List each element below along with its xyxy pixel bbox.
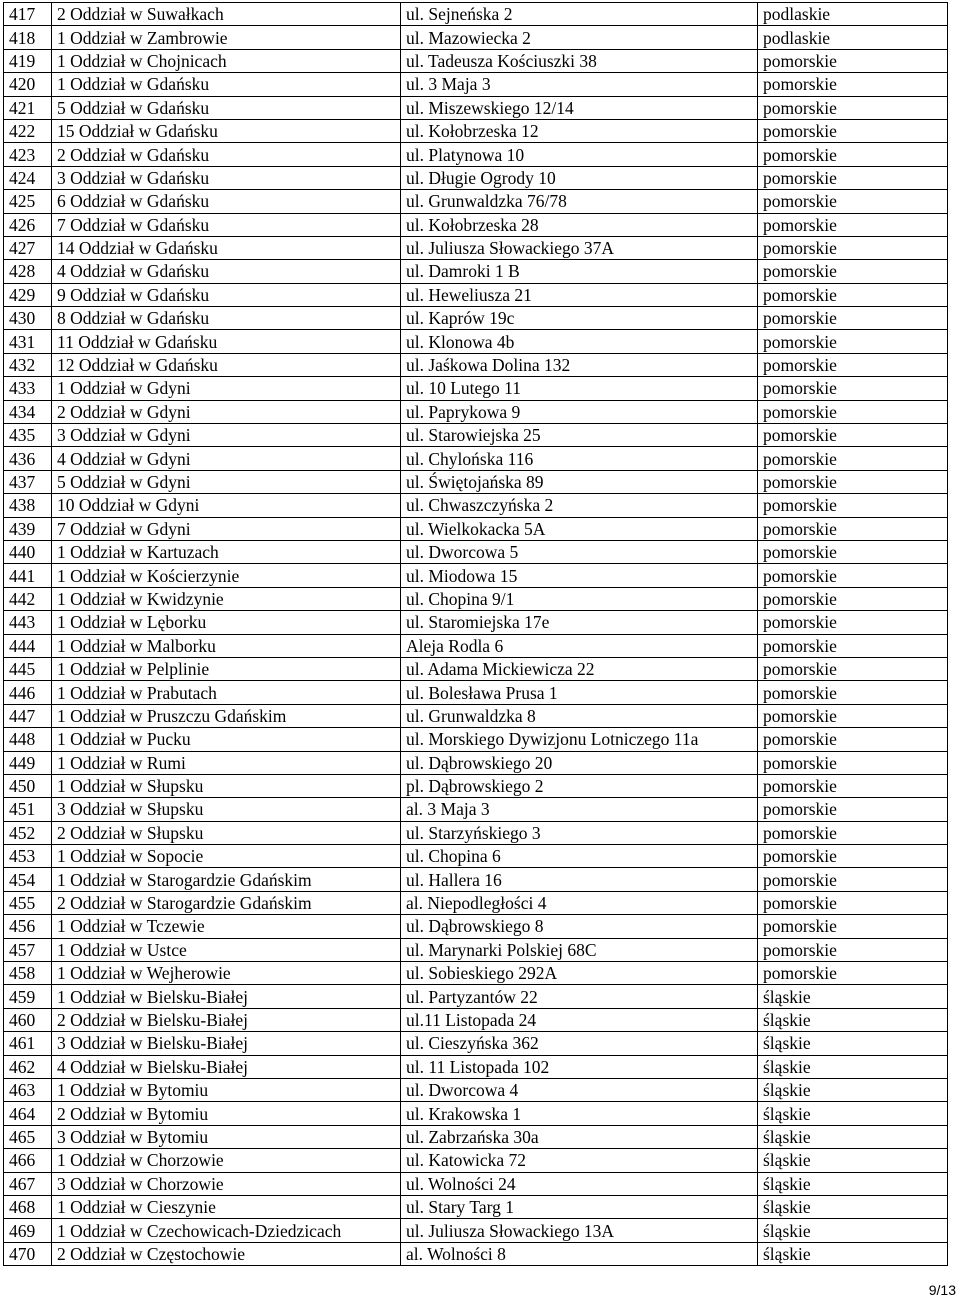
branch-name-cell: 2 Oddział w Bytomiu (52, 1102, 401, 1125)
branch-region-cell: pomorskie (758, 49, 948, 72)
table-row (4, 49, 948, 72)
table-row (4, 564, 948, 587)
row-number-cell: 436 (4, 447, 52, 470)
table-row (4, 1242, 948, 1265)
row-number-cell: 466 (4, 1149, 52, 1172)
branch-address-cell: ul. Grunwaldzka 8 (401, 704, 758, 727)
branch-region-cell: śląskie (758, 1055, 948, 1078)
table-row (4, 190, 948, 213)
branch-address-cell: ul. Jaśkowa Dolina 132 (401, 353, 758, 376)
branch-address-cell: ul. Krakowska 1 (401, 1102, 758, 1125)
branch-address-cell: ul. Wolności 24 (401, 1172, 758, 1195)
branch-name-cell: 4 Oddział w Bielsku-Białej (52, 1055, 401, 1078)
row-number-cell: 457 (4, 938, 52, 961)
row-number-cell: 463 (4, 1078, 52, 1101)
branch-address-cell: ul. Paprykowa 9 (401, 400, 758, 423)
branch-name-cell: 14 Oddział w Gdańsku (52, 236, 401, 259)
row-number-cell: 440 (4, 540, 52, 563)
table-body (4, 3, 948, 1266)
branch-address-cell: ul. Staromiejska 17e (401, 611, 758, 634)
branch-address-cell: ul. Kołobrzeska 28 (401, 213, 758, 236)
row-number-cell: 421 (4, 96, 52, 119)
row-number-cell: 462 (4, 1055, 52, 1078)
branch-name-cell: 3 Oddział w Bielsku-Białej (52, 1032, 401, 1055)
row-number-cell: 426 (4, 213, 52, 236)
branch-region-cell: śląskie (758, 1195, 948, 1218)
table-row (4, 540, 948, 563)
branch-name-cell: 1 Oddział w Kościerzynie (52, 564, 401, 587)
branch-name-cell: 2 Oddział w Gdyni (52, 400, 401, 423)
table-row (4, 26, 948, 49)
branch-name-cell: 3 Oddział w Bytomiu (52, 1125, 401, 1148)
row-number-cell: 469 (4, 1219, 52, 1242)
branch-name-cell: 8 Oddział w Gdańsku (52, 307, 401, 330)
branch-region-cell: śląskie (758, 1242, 948, 1265)
branch-name-cell: 7 Oddział w Gdyni (52, 517, 401, 540)
row-number-cell: 458 (4, 962, 52, 985)
table-row (4, 400, 948, 423)
branch-address-cell: ul. Adama Mickiewicza 22 (401, 657, 758, 680)
table-row (4, 1032, 948, 1055)
branch-address-cell: ul. Stary Targ 1 (401, 1195, 758, 1218)
row-number-cell: 418 (4, 26, 52, 49)
branch-region-cell: pomorskie (758, 190, 948, 213)
row-number-cell: 433 (4, 377, 52, 400)
branch-region-cell: pomorskie (758, 845, 948, 868)
branch-address-cell: ul. Wielkokacka 5A (401, 517, 758, 540)
branch-name-cell: 1 Oddział w Bielsku-Białej (52, 985, 401, 1008)
branch-region-cell: pomorskie (758, 798, 948, 821)
branch-table (3, 2, 948, 1266)
row-number-cell: 459 (4, 985, 52, 1008)
branch-name-cell: 2 Oddział w Starogardzie Gdańskim (52, 891, 401, 914)
row-number-cell: 450 (4, 774, 52, 797)
row-number-cell: 447 (4, 704, 52, 727)
branch-region-cell: pomorskie (758, 681, 948, 704)
row-number-cell: 455 (4, 891, 52, 914)
branch-region-cell: pomorskie (758, 283, 948, 306)
branch-name-cell: 5 Oddział w Gdyni (52, 470, 401, 493)
table-row (4, 611, 948, 634)
branch-address-cell: ul. Juliusza Słowackiego 37A (401, 236, 758, 259)
branch-address-cell: ul. Katowicka 72 (401, 1149, 758, 1172)
row-number-cell: 425 (4, 190, 52, 213)
branch-region-cell: śląskie (758, 1172, 948, 1195)
branch-name-cell: 1 Oddział w Wejherowie (52, 962, 401, 985)
branch-name-cell: 1 Oddział w Gdyni (52, 377, 401, 400)
table-row (4, 985, 948, 1008)
table-row (4, 377, 948, 400)
branch-name-cell: 1 Oddział w Słupsku (52, 774, 401, 797)
branch-address-cell: ul.11 Listopada 24 (401, 1008, 758, 1031)
branch-address-cell: ul. Kaprów 19c (401, 307, 758, 330)
branch-name-cell: 1 Oddział w Cieszynie (52, 1195, 401, 1218)
branch-region-cell: pomorskie (758, 821, 948, 844)
branch-region-cell: pomorskie (758, 915, 948, 938)
branch-region-cell: pomorskie (758, 143, 948, 166)
row-number-cell: 460 (4, 1008, 52, 1031)
branch-region-cell: pomorskie (758, 657, 948, 680)
branch-name-cell: 1 Oddział w Prabutach (52, 681, 401, 704)
row-number-cell: 445 (4, 657, 52, 680)
branch-address-cell: ul. Hallera 16 (401, 868, 758, 891)
branch-name-cell: 1 Oddział w Chorzowie (52, 1149, 401, 1172)
row-number-cell: 456 (4, 915, 52, 938)
row-number-cell: 429 (4, 283, 52, 306)
branch-address-cell: ul. 10 Lutego 11 (401, 377, 758, 400)
branch-region-cell: pomorskie (758, 447, 948, 470)
branch-name-cell: 2 Oddział w Suwałkach (52, 3, 401, 26)
branch-name-cell: 1 Oddział w Lęborku (52, 611, 401, 634)
branch-address-cell: al. Wolności 8 (401, 1242, 758, 1265)
row-number-cell: 438 (4, 494, 52, 517)
table-row (4, 798, 948, 821)
row-number-cell: 467 (4, 1172, 52, 1195)
row-number-cell: 441 (4, 564, 52, 587)
branch-name-cell: 1 Oddział w Pruszczu Gdańskim (52, 704, 401, 727)
branch-address-cell: ul. Sobieskiego 292A (401, 962, 758, 985)
table-row (4, 1125, 948, 1148)
branch-region-cell: pomorskie (758, 119, 948, 142)
row-number-cell: 465 (4, 1125, 52, 1148)
branch-name-cell: 11 Oddział w Gdańsku (52, 330, 401, 353)
table-row (4, 96, 948, 119)
row-number-cell: 470 (4, 1242, 52, 1265)
branch-address-cell: ul. Chylońska 116 (401, 447, 758, 470)
branch-region-cell: pomorskie (758, 470, 948, 493)
row-number-cell: 427 (4, 236, 52, 259)
branch-address-cell: ul. Długie Ogrody 10 (401, 166, 758, 189)
branch-address-cell: ul. Grunwaldzka 76/78 (401, 190, 758, 213)
branch-address-cell: al. Niepodległości 4 (401, 891, 758, 914)
branch-region-cell: pomorskie (758, 517, 948, 540)
table-row (4, 751, 948, 774)
table-row (4, 424, 948, 447)
branch-address-cell: ul. Chopina 6 (401, 845, 758, 868)
branch-region-cell: pomorskie (758, 611, 948, 634)
branch-name-cell: 1 Oddział w Kartuzach (52, 540, 401, 563)
table-row (4, 73, 948, 96)
branch-name-cell: 15 Oddział w Gdańsku (52, 119, 401, 142)
branch-address-cell: ul. Dworcowa 5 (401, 540, 758, 563)
row-number-cell: 454 (4, 868, 52, 891)
branch-name-cell: 1 Oddział w Sopocie (52, 845, 401, 868)
table-row (4, 845, 948, 868)
branch-region-cell: podlaskie (758, 3, 948, 26)
row-number-cell: 442 (4, 587, 52, 610)
branch-name-cell: 4 Oddział w Gdyni (52, 447, 401, 470)
branch-address-cell: ul. Platynowa 10 (401, 143, 758, 166)
branch-address-cell: ul. Cieszyńska 362 (401, 1032, 758, 1055)
branch-address-cell: ul. Chopina 9/1 (401, 587, 758, 610)
branch-region-cell: śląskie (758, 985, 948, 1008)
branch-address-cell: ul. Partyzantów 22 (401, 985, 758, 1008)
branch-region-cell: pomorskie (758, 938, 948, 961)
table-row (4, 891, 948, 914)
branch-address-cell: ul. Dąbrowskiego 20 (401, 751, 758, 774)
branch-address-cell: ul. Starowiejska 25 (401, 424, 758, 447)
table-row (4, 353, 948, 376)
row-number-cell: 449 (4, 751, 52, 774)
row-number-cell: 435 (4, 424, 52, 447)
table-row (4, 938, 948, 961)
row-number-cell: 461 (4, 1032, 52, 1055)
branch-region-cell: pomorskie (758, 540, 948, 563)
table-row (4, 1078, 948, 1101)
table-row (4, 517, 948, 540)
table-row (4, 868, 948, 891)
table-row (4, 119, 948, 142)
row-number-cell: 432 (4, 353, 52, 376)
branch-address-cell: ul. Klonowa 4b (401, 330, 758, 353)
table-row (4, 447, 948, 470)
branch-region-cell: pomorskie (758, 728, 948, 751)
branch-address-cell: ul. Zabrzańska 30a (401, 1125, 758, 1148)
row-number-cell: 437 (4, 470, 52, 493)
branch-name-cell: 5 Oddział w Gdańsku (52, 96, 401, 119)
branch-address-cell: ul. Sejneńska 2 (401, 3, 758, 26)
branch-region-cell: pomorskie (758, 307, 948, 330)
table-row (4, 681, 948, 704)
table-row (4, 728, 948, 751)
branch-region-cell: pomorskie (758, 868, 948, 891)
branch-name-cell: 2 Oddział w Słupsku (52, 821, 401, 844)
branch-region-cell: pomorskie (758, 73, 948, 96)
row-number-cell: 464 (4, 1102, 52, 1125)
branch-address-cell: ul. Marynarki Polskiej 68C (401, 938, 758, 961)
table-row (4, 1055, 948, 1078)
branch-address-cell: ul. Świętojańska 89 (401, 470, 758, 493)
row-number-cell: 443 (4, 611, 52, 634)
row-number-cell: 453 (4, 845, 52, 868)
table-row (4, 704, 948, 727)
branch-address-cell: Aleja Rodla 6 (401, 634, 758, 657)
branch-address-cell: ul. Juliusza Słowackiego 13A (401, 1219, 758, 1242)
branch-name-cell: 2 Oddział w Częstochowie (52, 1242, 401, 1265)
table-row (4, 915, 948, 938)
table-row (4, 1102, 948, 1125)
table-row (4, 1172, 948, 1195)
branch-name-cell: 10 Oddział w Gdyni (52, 494, 401, 517)
branch-address-cell: ul. Dąbrowskiego 8 (401, 915, 758, 938)
branch-name-cell: 1 Oddział w Pucku (52, 728, 401, 751)
branch-name-cell: 2 Oddział w Gdańsku (52, 143, 401, 166)
row-number-cell: 468 (4, 1195, 52, 1218)
table-row (4, 1149, 948, 1172)
branch-name-cell: 1 Oddział w Tczewie (52, 915, 401, 938)
branch-region-cell: śląskie (758, 1125, 948, 1148)
table-row (4, 962, 948, 985)
branch-name-cell: 1 Oddział w Gdańsku (52, 73, 401, 96)
table-row (4, 821, 948, 844)
branch-region-cell: pomorskie (758, 96, 948, 119)
row-number-cell: 446 (4, 681, 52, 704)
branch-name-cell: 2 Oddział w Bielsku-Białej (52, 1008, 401, 1031)
branch-region-cell: śląskie (758, 1008, 948, 1031)
branch-region-cell: pomorskie (758, 353, 948, 376)
branch-region-cell: pomorskie (758, 751, 948, 774)
branch-region-cell: pomorskie (758, 962, 948, 985)
branch-name-cell: 1 Oddział w Bytomiu (52, 1078, 401, 1101)
branch-name-cell: 1 Oddział w Zambrowie (52, 26, 401, 49)
branch-address-cell: ul. Mazowiecka 2 (401, 26, 758, 49)
row-number-cell: 430 (4, 307, 52, 330)
branch-region-cell: śląskie (758, 1219, 948, 1242)
table-row (4, 307, 948, 330)
row-number-cell: 420 (4, 73, 52, 96)
table-row (4, 330, 948, 353)
row-number-cell: 417 (4, 3, 52, 26)
branch-name-cell: 6 Oddział w Gdańsku (52, 190, 401, 213)
table-row (4, 283, 948, 306)
branch-name-cell: 1 Oddział w Starogardzie Gdańskim (52, 868, 401, 891)
branch-region-cell: pomorskie (758, 236, 948, 259)
branch-address-cell: ul. Tadeusza Kościuszki 38 (401, 49, 758, 72)
row-number-cell: 444 (4, 634, 52, 657)
branch-name-cell: 3 Oddział w Chorzowie (52, 1172, 401, 1195)
table-row (4, 1008, 948, 1031)
page-number: 9/13 (928, 1282, 956, 1298)
table-row (4, 470, 948, 493)
branch-region-cell: pomorskie (758, 213, 948, 236)
branch-region-cell: pomorskie (758, 891, 948, 914)
branch-address-cell: ul. Heweliusza 21 (401, 283, 758, 306)
table-row (4, 1195, 948, 1218)
branch-name-cell: 1 Oddział w Pelplinie (52, 657, 401, 680)
branch-name-cell: 3 Oddział w Gdyni (52, 424, 401, 447)
table-row (4, 494, 948, 517)
table-row (4, 587, 948, 610)
table-row (4, 1219, 948, 1242)
branch-name-cell: 1 Oddział w Ustce (52, 938, 401, 961)
branch-region-cell: pomorskie (758, 634, 948, 657)
branch-name-cell: 1 Oddział w Chojnicach (52, 49, 401, 72)
branch-region-cell: pomorskie (758, 166, 948, 189)
branch-region-cell: pomorskie (758, 494, 948, 517)
branch-region-cell: podlaskie (758, 26, 948, 49)
table-row (4, 3, 948, 26)
branch-region-cell: pomorskie (758, 774, 948, 797)
branch-address-cell: ul. Dworcowa 4 (401, 1078, 758, 1101)
branch-region-cell: pomorskie (758, 377, 948, 400)
row-number-cell: 424 (4, 166, 52, 189)
row-number-cell: 422 (4, 119, 52, 142)
table-row (4, 213, 948, 236)
branch-address-cell: ul. Chwaszczyńska 2 (401, 494, 758, 517)
table-row (4, 143, 948, 166)
branch-address-cell: al. 3 Maja 3 (401, 798, 758, 821)
branch-region-cell: pomorskie (758, 260, 948, 283)
branch-address-cell: pl. Dąbrowskiego 2 (401, 774, 758, 797)
table-row (4, 657, 948, 680)
row-number-cell: 448 (4, 728, 52, 751)
row-number-cell: 428 (4, 260, 52, 283)
table-row (4, 166, 948, 189)
branch-name-cell: 3 Oddział w Gdańsku (52, 166, 401, 189)
branch-name-cell: 1 Oddział w Czechowicach-Dziedzicach (52, 1219, 401, 1242)
branch-region-cell: śląskie (758, 1102, 948, 1125)
table-row (4, 236, 948, 259)
row-number-cell: 452 (4, 821, 52, 844)
branch-name-cell: 1 Oddział w Kwidzynie (52, 587, 401, 610)
branch-region-cell: pomorskie (758, 587, 948, 610)
branch-region-cell: pomorskie (758, 330, 948, 353)
row-number-cell: 439 (4, 517, 52, 540)
branch-region-cell: śląskie (758, 1078, 948, 1101)
branch-region-cell: pomorskie (758, 424, 948, 447)
branch-address-cell: ul. Morskiego Dywizjonu Lotniczego 11a (401, 728, 758, 751)
branch-address-cell: ul. Kołobrzeska 12 (401, 119, 758, 142)
branch-address-cell: ul. 3 Maja 3 (401, 73, 758, 96)
row-number-cell: 434 (4, 400, 52, 423)
table-row (4, 260, 948, 283)
branch-region-cell: pomorskie (758, 704, 948, 727)
branch-name-cell: 1 Oddział w Rumi (52, 751, 401, 774)
branch-address-cell: ul. Bolesława Prusa 1 (401, 681, 758, 704)
row-number-cell: 423 (4, 143, 52, 166)
branch-address-cell: ul. Damroki 1 B (401, 260, 758, 283)
branch-address-cell: ul. Miodowa 15 (401, 564, 758, 587)
row-number-cell: 451 (4, 798, 52, 821)
branch-name-cell: 7 Oddział w Gdańsku (52, 213, 401, 236)
table-row (4, 634, 948, 657)
branch-address-cell: ul. Starzyńskiego 3 (401, 821, 758, 844)
branch-address-cell: ul. 11 Listopada 102 (401, 1055, 758, 1078)
branch-name-cell: 4 Oddział w Gdańsku (52, 260, 401, 283)
branch-name-cell: 1 Oddział w Malborku (52, 634, 401, 657)
table-row (4, 774, 948, 797)
branch-address-cell: ul. Miszewskiego 12/14 (401, 96, 758, 119)
branch-region-cell: śląskie (758, 1032, 948, 1055)
branch-name-cell: 9 Oddział w Gdańsku (52, 283, 401, 306)
row-number-cell: 431 (4, 330, 52, 353)
branch-region-cell: śląskie (758, 1149, 948, 1172)
branch-region-cell: pomorskie (758, 400, 948, 423)
branch-region-cell: pomorskie (758, 564, 948, 587)
branch-name-cell: 3 Oddział w Słupsku (52, 798, 401, 821)
branch-name-cell: 12 Oddział w Gdańsku (52, 353, 401, 376)
row-number-cell: 419 (4, 49, 52, 72)
